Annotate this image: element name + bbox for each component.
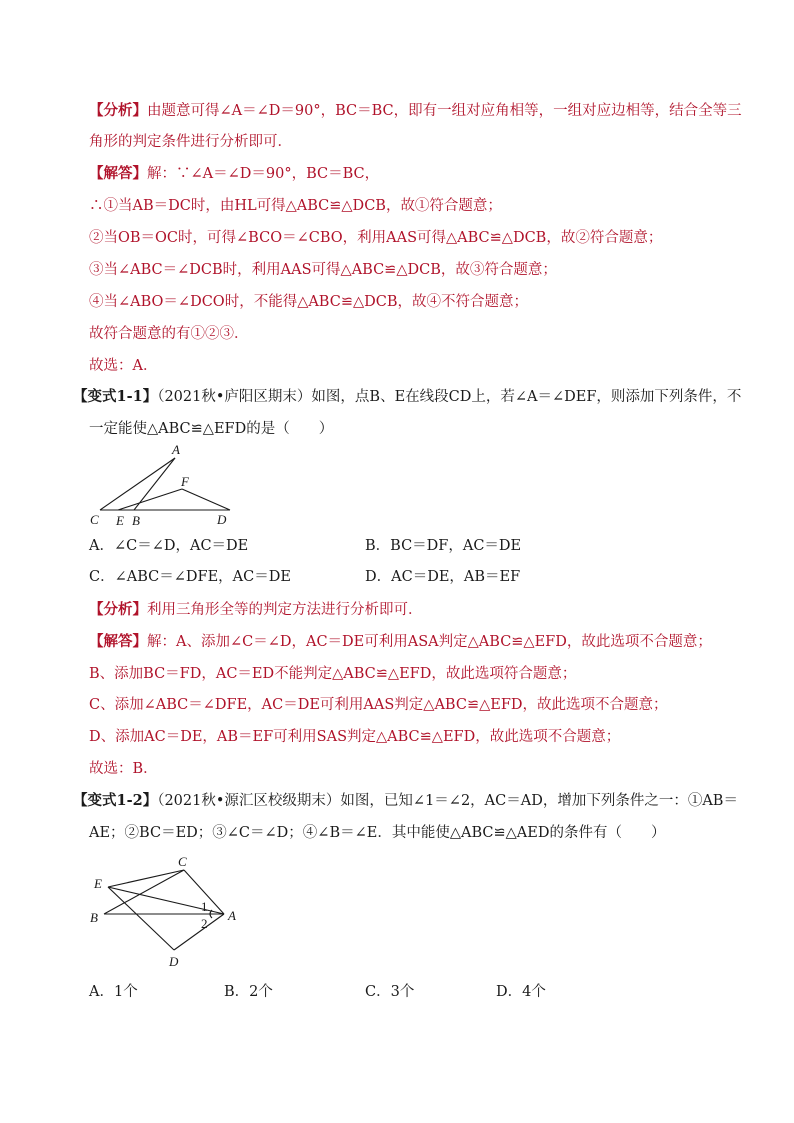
answer-line-6: 故选：A． <box>89 358 158 374</box>
answer-line-1: ∴①当AB＝DC时，由HL可得△ABC≌△DCB，故①符合题意； <box>89 198 502 214</box>
label-d: D <box>217 512 227 527</box>
variant2-stem-line-1 <box>73 791 738 811</box>
variant2-option-d[interactable]: D．4个 <box>496 984 546 1000</box>
variant2-option-b[interactable]: B．2个 <box>224 984 273 1000</box>
variant2-option-c[interactable]: C．3个 <box>365 984 415 1000</box>
variant2-title: 【变式1-2】 <box>73 792 158 809</box>
label-e: E <box>116 513 124 528</box>
variant1-stem-1: 如图，点B、E在线段CD上，若∠A＝∠DEF，则添加下列条件，不 <box>311 389 742 405</box>
variant1-option-b[interactable]: B．BC＝DF，AC＝DE <box>365 538 522 554</box>
variant1-answer-line-4: D、添加AC＝DE，AB＝EF可利用SAS判定△ABC≌△EFD，故此选项不合题意； <box>89 729 621 745</box>
variant2-stem-line-2: AE；②BC＝ED；③∠C＝∠D；④∠B＝∠E．其中能使△ABC≌△AED的条件有（ ） <box>89 825 666 841</box>
analysis-tag: 【分析】 <box>89 102 147 119</box>
variant1-analysis-tag: 【分析】 <box>89 601 147 618</box>
answer-intro: 解：∵∠A＝∠D＝90°，BC＝BC， <box>147 166 380 182</box>
label-e: E <box>94 876 102 891</box>
segment-fd <box>182 489 230 510</box>
answer-line-4: ④当∠ABO＝∠DCO时，不能得△ABC≌△DCB，故④不符合题意； <box>89 294 529 310</box>
variant1-stem-line-2: 一定能使△ABC≌△EFD的是（ ） <box>89 421 334 437</box>
label-f: F <box>181 474 189 489</box>
variant2-figure <box>84 850 264 972</box>
variant1-answer-tag: 【解答】 <box>89 633 147 650</box>
answer-intro-line <box>89 164 379 184</box>
variant1-option-c[interactable]: C．∠ABC＝∠DFE，AC＝DE <box>89 569 291 585</box>
variant1-answer-line-2: B、添加BC＝FD，AC＝ED不能判定△ABC≌△EFD，故此选项符合题意； <box>89 666 577 682</box>
label-c: C <box>178 854 187 869</box>
answer-tag: 【解答】 <box>89 165 147 182</box>
variant1-option-d[interactable]: D．AC＝DE，AB＝EF <box>365 569 521 585</box>
segment-ed <box>108 887 174 950</box>
analysis-line-2: 角形的判定条件进行分析即可． <box>89 134 292 150</box>
variant1-title: 【变式1-1】 <box>73 388 158 405</box>
segment-bc <box>104 870 184 914</box>
variant1-analysis-line <box>89 600 423 620</box>
label-c: C <box>90 512 99 527</box>
label-b: B <box>90 910 98 925</box>
variant1-stem-line-1 <box>73 387 741 407</box>
label-d: D <box>169 954 179 969</box>
answer-line-3: ③当∠ABC＝∠DCB时，利用AAS可得△ABC≌△DCB，故③符合题意； <box>89 262 557 278</box>
variant2-source: （2021秋•源汇区校级期末） <box>157 793 341 809</box>
label-a: A <box>172 442 180 457</box>
variant2-option-a[interactable]: A．1个 <box>89 984 138 1000</box>
answer-line-5: 故符合题意的有①②③． <box>89 326 249 342</box>
variant1-answer-line-1 <box>89 632 712 652</box>
segment-ec <box>108 870 184 887</box>
label-b: B <box>132 513 140 528</box>
variant1-answer-line-3: C、添加∠ABC＝∠DFE，AC＝DE可利用AAS判定△ABC≌△EFD，故此选项不合题意； <box>89 697 668 713</box>
variant1-source: （2021秋•庐阳区期末） <box>157 389 312 405</box>
analysis-text-1: 由题意可得∠A＝∠D＝90°，BC＝BC，即有一组对应角相等，一组对应边相等，结合全等三 <box>147 103 742 119</box>
analysis-line-1 <box>89 101 742 121</box>
label-angle-2: 2 <box>201 916 208 931</box>
segment-ef <box>118 489 182 510</box>
label-a: A <box>228 908 236 923</box>
variant1-answer-1: 解：A、添加∠C＝∠D，AC＝DE可利用ASA判定△ABC≌△EFD，故此选项不合题意； <box>147 634 712 650</box>
variant1-answer-line-5: 故选：B． <box>89 761 158 777</box>
variant2-stem-1: 如图，已知∠1＝∠2，AC＝AD，增加下列条件之一：①AB＝ <box>340 793 738 809</box>
variant1-option-a[interactable]: A．∠C＝∠D，AC＝DE <box>89 538 249 554</box>
segment-da <box>174 914 224 950</box>
label-angle-1: 1 <box>201 899 208 914</box>
variant1-analysis-text: 利用三角形全等的判定方法进行分析即可． <box>147 602 423 618</box>
answer-line-2: ②当OB＝OC时，可得∠BCO＝∠CBO，利用AAS可得△ABC≌△DCB，故②符合题意； <box>89 230 663 246</box>
segment-ca <box>100 458 175 510</box>
variant1-figure <box>80 442 260 532</box>
